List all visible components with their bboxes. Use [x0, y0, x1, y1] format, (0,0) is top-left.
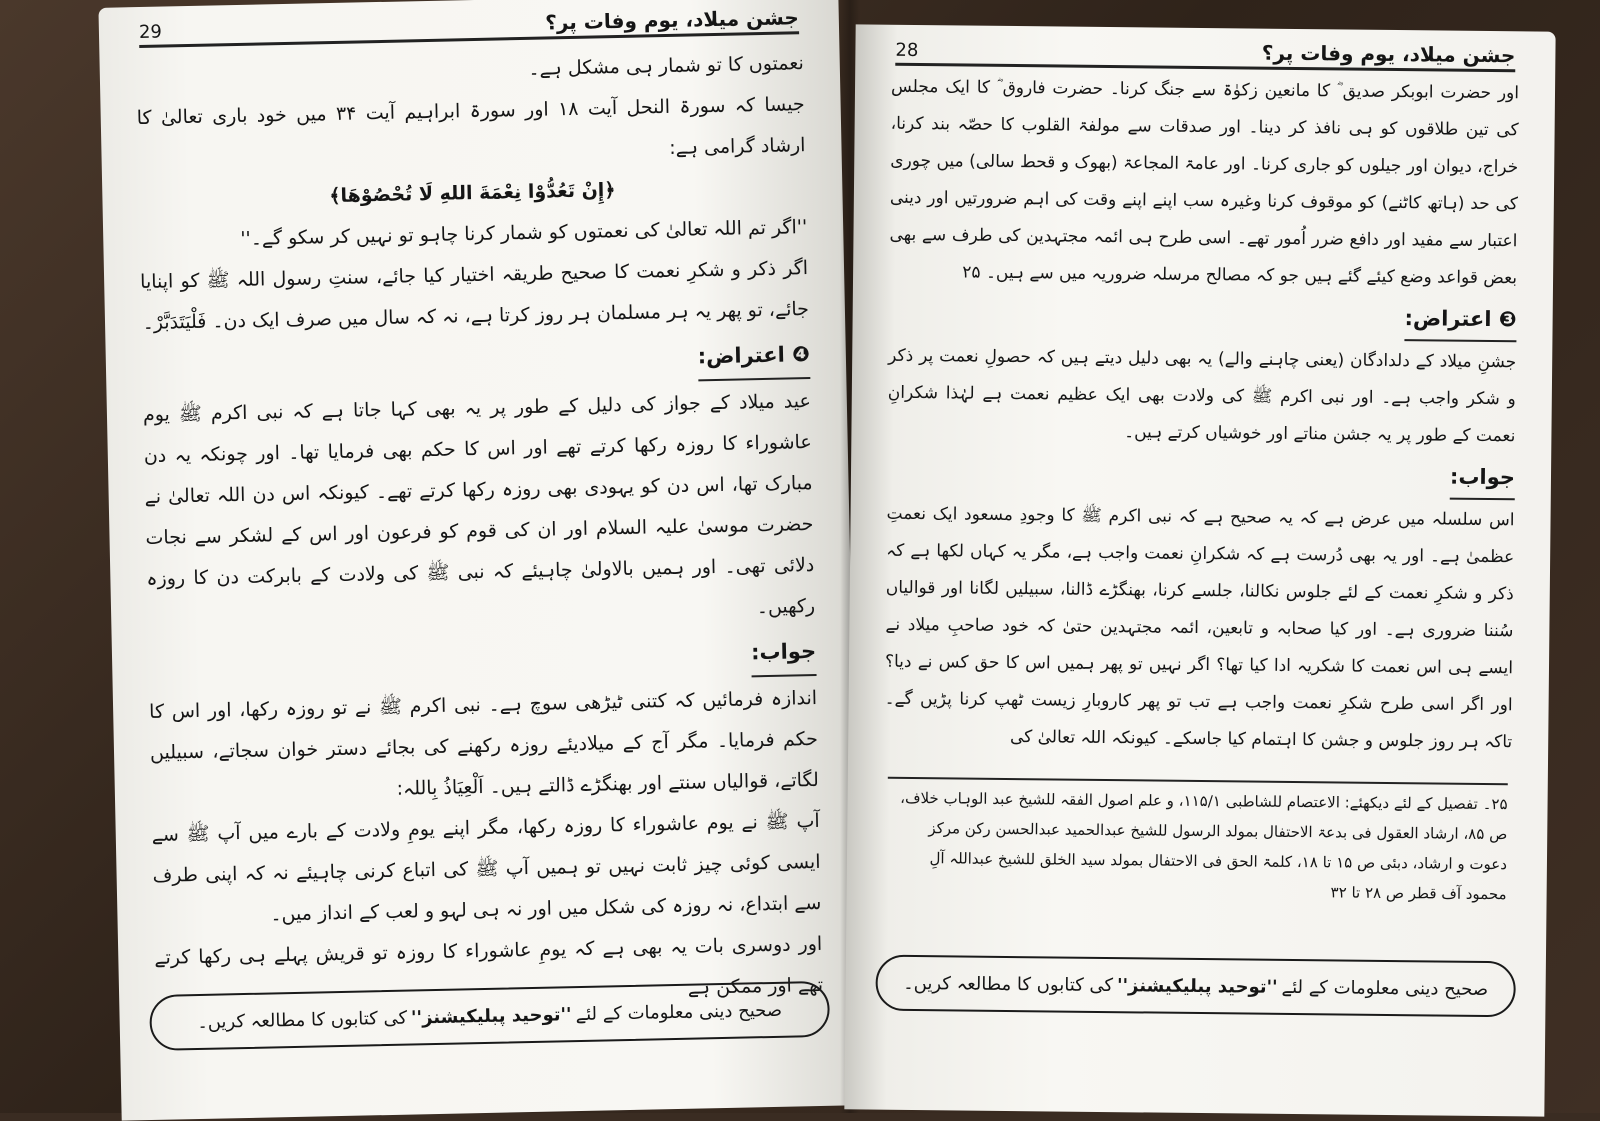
- banner-suffix: کی کتابوں کا مطالعہ کریں۔: [196, 1007, 408, 1033]
- answer-heading: جواب:: [1450, 459, 1515, 501]
- footnote-text: ۲۵۔ تفصیل کے لئے دیکھئے: الاعتصام للشاطبی ۱۱۵/۱، و علم اصول الفقہ للشیخ عبد الوہاب خلاف، ص ۸۵، ارشاد العقول فی بدعۃ الاحتفال بمولد الرسول للشیخ عبدالحمید عبدالحسن رکن مرکز دعوت و ارشاد، دبئی ص ۱۵ تا ۱۸، کلمۃ الحق فی الاحتفال بمولد سید الخلق للشیخ عبداللہ آلِ محمود آف قطر ص ۲۸ تا ۳۲: [900, 788, 1508, 904]
- banner-suffix: کی کتابوں کا مطالعہ کریں۔: [903, 972, 1114, 996]
- quran-verse: ﴿إِنْ تَعُدُّوْا نِعْمَةَ اللهِ لَا تُحْصُوْهَا﴾: [329, 179, 616, 208]
- left-page: [98, 0, 861, 1121]
- objection-heading: ❹ اعتراض:: [697, 334, 810, 381]
- right-page-body: [884, 69, 1519, 762]
- paragraph: ''اگر تم اللہ تعالیٰ کی نعمتوں کو شمار کرنا چاہو تو نہیں کر سکو گے۔'': [240, 216, 808, 250]
- paragraph: اور حضرت ابوبکر صدیق ؓ کا مانعین زکوٰۃ سے جنگ کرنا۔ حضرت فاروق ؓ کا ایک مجلس کی تین طلاقوں کو ہی نافذ کر دینا۔ اور صدقات سے مولفۃ القلوب کا حصّہ بند کرنا، خراج، دیوان اور جیلوں کو جاری کرنا۔ اور عامۃ المجاعۃ (بھوک و قحط سالی) میں چوری کی حد (ہاتھ کاٹنے) کو موقوف کرنا وغیرہ سب اپنے اپنے وقت کی اہم ضرورتیں اور دینی اعتبار سے مفید اور دافع ضرر اُمور تھے۔ اسی طرح ہی ائمہ مجتہدین کی طرف سے بھی بعض قواعد وضع کیئے گئے ہیں جو کہ مصالح مرسلہ ضروریہ میں سے ہیں۔ ۲۵: [889, 76, 1520, 289]
- page-number: 28: [895, 39, 919, 62]
- running-title: جشن میلاد، یوم وفات پر؟: [1261, 40, 1516, 68]
- publisher-banner: [875, 955, 1516, 1018]
- page-number: 29: [138, 21, 163, 44]
- objection-text: عید میلاد کے جواز کی دلیل کے طور پر یہ بھی کہا جاتا ہے کہ نبی اکرم ﷺ یوم عاشوراء کا روزہ رکھا کرتے تھے اور اس کا حکم بھی فرمایا تھا۔ اور چونکہ یہ دن مبارک تھا، اس دن کو یہودی بھی روزہ رکھا کرتے تھے۔ کیونکہ اس دن اللہ تعالیٰ نے حضرت موسیٰ علیہ السلام اور ان کی قوم کو فرعون اور اس کے لشکر سے نجات دلائی تھی۔ اور ہمیں بالاولیٰ چاہیئے کہ نبی ﷺ کی ولادت کے بابرکت دن کا روزہ رکھیں۔: [142, 390, 816, 619]
- left-page-header: [139, 1, 800, 48]
- answer-paragraph: اندازہ فرمائیں کہ کتنی ٹیڑھی سوچ ہے۔ نبی اکرم ﷺ نے تو روزہ رکھا، اور اس کا حکم فرمایا۔ مگر آج کے میلادیئے روزہ رکھنے کی بجائے دستر خوان سجاتے، سبیلیں لگاتے، قوالیاں سنتے اور بھنگڑے ڈالتے ہیں۔ اَلْعِیَاذُ بِاللہ:: [148, 686, 819, 800]
- answer-paragraph: اور دوسری بات یہ بھی ہے کہ یومِ عاشوراء کا روزہ تو قریش پہلے ہی رکھا کرتے تھے اور ممکن ہے: [154, 932, 824, 999]
- right-page-header: [895, 33, 1515, 72]
- objection-text: جشنِ میلاد کے دلدادگان (یعنی چاہنے والے) یہ بھی دلیل دیتے ہیں کہ حصولِ نعمت پر ذکر و شکر واجب ہے۔ اور نبی اکرم ﷺ کی ولادت بھی ایک عظیم نعمت ہے لہٰذا شکرانِ نعمت کے طور پر یہ جشن مناتے اور خوشیاں کرتے ہیں۔: [887, 345, 1517, 447]
- paragraph: جیسا کہ سورۃ النحل آیت ۱۸ اور سورۃ ابراہیم آیت ۳۴ میں خود باری تعالیٰ کا ارشاد گرامی ہے:: [136, 93, 806, 159]
- answer-paragraph: آپ ﷺ نے یوم عاشوراء کا روزہ رکھا، مگر اپنے یومِ ولادت کے بارے میں آپ ﷺ سے ایسی کوئی چیز ثابت نہیں تو ہمیں آپ ﷺ کی اتباع کرنی چاہیئے نہ کہ اپنی طرف سے ابتداع، نہ روزہ کی شکل میں اور نہ ہی لہو و لعب کے انداز میں۔: [151, 809, 822, 926]
- paragraph: نعمتوں کا تو شمار ہی مشکل ہے۔: [528, 52, 804, 80]
- running-title: جشن میلاد، یوم وفات پر؟: [544, 5, 800, 35]
- paragraph: اگر ذکر و شکرِ نعمت کا صحیح طریقہ اختیار کیا جائے، سنتِ رسول اللہ ﷺ کو اپنایا جائے، تو پھر یہ ہر مسلمان ہر روز کرتا ہے، نہ کہ سال میں صرف ایک دن۔ فَلْیَتَدَبَّرْ۔: [139, 257, 810, 335]
- footnote: [887, 777, 1508, 909]
- answer-text: اس سلسلہ میں عرض ہے کہ یہ صحیح ہے کہ نبی اکرم ﷺ کا وجودِ مسعود ایک نعمتِ عظمیٰ ہے۔ اور یہ بھی دُرست ہے کہ شکرانِ نعمت واجب ہے، مگر یہ کہاں لکھا ہے کہ ذکر و شکرِ نعمت کے لئے جلوس نکالنا، جلسے کرنا، بھنگڑے ڈالنا، سبیلیں لگانا اور قوالیاں سُننا ضروری ہے۔ اور کیا صحابہ و تابعین، ائمہ مجتہدین حتیٰ کہ خود صاحبِ میلاد نے ایسے ہی اس نعمت کا شکریہ ادا کیا تھا؟ اگر نہیں تو پھر ہمیں اس کا حق کس نے دیا؟ اور اگر اسی طرح شکرِ نعمت واجب ہے تب تو پھر کاروبارِ زیست ٹھپ کرنا پڑیں گے۔ تاکہ ہر روز جلوس و جشن کا اہتمام کیا جاسکے۔ کیونکہ اللہ تعالیٰ کی: [884, 503, 1515, 753]
- right-page: [844, 24, 1555, 1116]
- left-page-body: [135, 43, 823, 1020]
- banner-brand: ''توحید پبلیکیشنز'': [410, 1003, 572, 1029]
- banner-prefix: صحیح دینی معلومات کے لئے: [575, 999, 783, 1025]
- banner-prefix: صحیح دینی معلومات کے لئے: [1281, 976, 1489, 1000]
- objection-heading: ❸ اعتراض:: [1404, 300, 1517, 342]
- banner-brand: ''توحید پبلیکیشنز'': [1116, 974, 1278, 998]
- answer-heading: جواب:: [751, 631, 817, 677]
